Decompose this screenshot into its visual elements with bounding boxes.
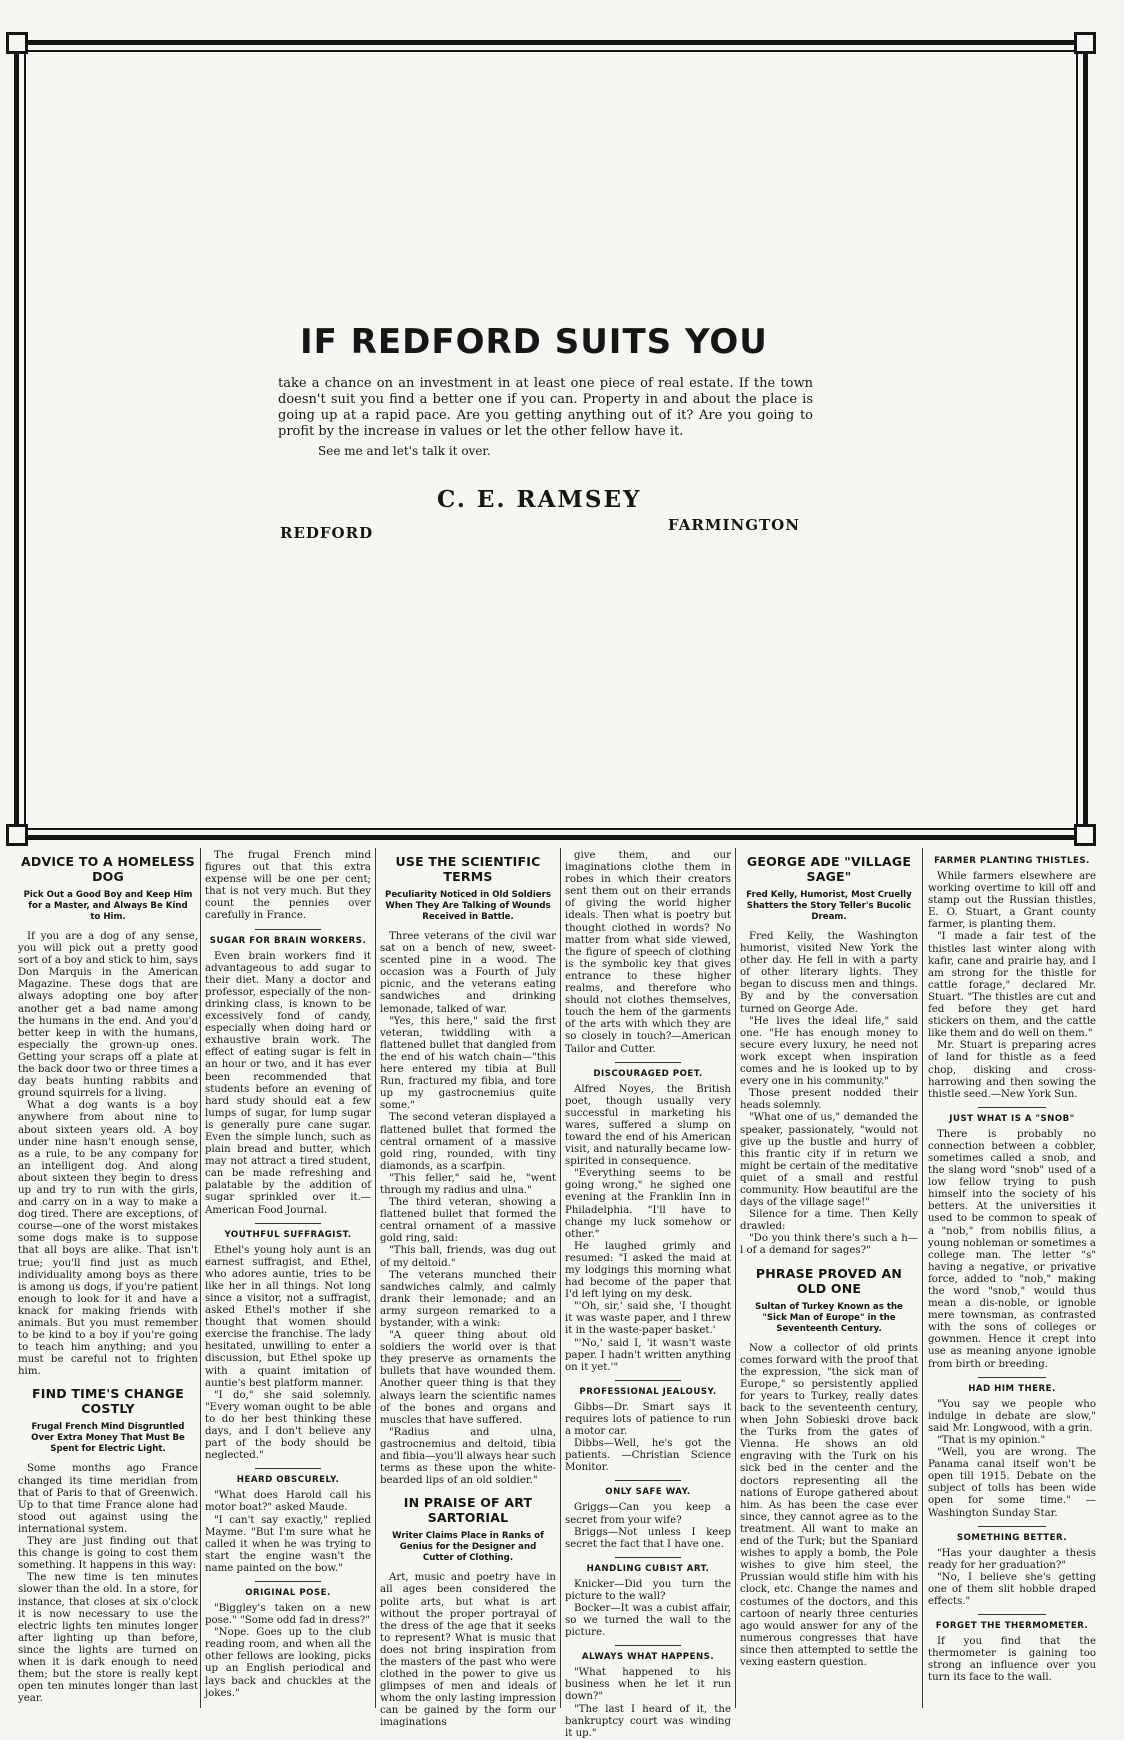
- article-subhead: Peculiarity Noticed in Old Soldiers When They Are Talking of Wounds Received in Battle.: [385, 890, 551, 922]
- article-headline: ALWAYS WHAT HAPPENS.: [581, 1652, 715, 1663]
- article-paragraph: The veterans munched their sandwiches calmly, and calmly drank their lemonade; and an army surgeon remarked to a bystander, with a wink:: [380, 1269, 556, 1329]
- article-headline: ORIGINAL POSE.: [245, 1587, 331, 1598]
- article-headline: DISCOURAGED POET.: [593, 1068, 703, 1079]
- column-6: [928, 850, 1096, 1705]
- article-paragraph: "I made a fair test of the thistles last winter along with kafir, cane and prairie hay, and I am strong for the thistle for cattle forage," declared Mr. Stuart. "The thistles are cut and fed before they get hard stickers on them, and the cattle like them and do well on them.": [928, 931, 1096, 1040]
- article-paragraph: Knicker—Did you turn the picture to the wall?: [565, 1578, 731, 1602]
- ad-location-right: FARMINGTON: [668, 516, 800, 534]
- corner-ornament: [6, 32, 28, 54]
- ad-headline: IF REDFORD SUITS YOU: [300, 322, 768, 362]
- divider: [615, 1557, 681, 1558]
- article-paragraph: Art, music and poetry have in all ages been considered the polite arts, but what is art without the proper portrayal of the dress of the age that it seeks to represent? What is music that does not bring inspiration from the masters of the past who were clothed in the power to give us glimpses of men and ideals of whom the only lasting impression can be gained by the form our imaginations: [380, 1572, 556, 1729]
- article-headline: JUST WHAT IS A "SNOB": [949, 1113, 1075, 1124]
- article-paragraph: "Biggley's taken on a new pose." "Some odd fad in dress?": [205, 1602, 371, 1627]
- article-paragraph: While farmers elsewhere are working overtime to kill off and stamp out the Russian thistles, E. O. Stuart, a Grant county farmer, is planting them.: [928, 871, 1096, 931]
- article-paragraph: "No, I believe she's getting one of them slit hobble draped effects.": [928, 1571, 1096, 1607]
- column-rule: [560, 848, 561, 1708]
- column-4: [565, 850, 731, 1739]
- article-paragraph: "Well, you are wrong. The Panama canal itself won't be open till 1915. Debate on the subject of tolls has been wide open for some time." —Washington Sunday Star.: [928, 1447, 1096, 1519]
- article-paragraph: "He lives the ideal life," said one. "He has enough money to secure every luxury, he need not work except when inspiration comes and he is looked up to by every one in his community.": [740, 1015, 918, 1088]
- corner-ornament: [1074, 824, 1096, 846]
- column-rule: [200, 848, 201, 1708]
- article-headline: PHRASE PROVED AN OLD ONE: [755, 1265, 903, 1296]
- article-paragraph: There is probably no connection between a cobbler, sometimes called a snob, and the slang word "snob" used of a low fellow trying to push himself into the society of his betters. At the universities it used to be common to speak of a "nob," from nobilis filius, a young nobleman or sometimes a college man. The letter "s" having a negative, or privative force, added to "nob," making the word "snob," would thus mean a dis-noble, or ignoble mere townsman, as contrasted with the sons of colleges or gownmen. Hence it crept into use as meaning anyone ignoble from birth or breeding.: [928, 1128, 1096, 1370]
- article-subhead: Fred Kelly, Humorist, Most Cruelly Shatters the Story Teller's Bucolic Dream.: [746, 890, 912, 922]
- article-paragraph: "Yes, this here," said the first veteran, twiddling with a flattened bullet that dangled from the end of his watch chain—"this here entered my tibia at Bull Run, fractured my fibia, and tore up my gastrocnemius quite some.": [380, 1015, 556, 1112]
- ad-call-to-action: See me and let's talk it over.: [318, 444, 491, 458]
- column-3: [380, 850, 556, 1729]
- article-headline: ADVICE TO A HOMELESS DOG: [21, 854, 195, 884]
- article-headline: FARMER PLANTING THISTLES.: [934, 856, 1090, 866]
- column-rule: [735, 848, 736, 1708]
- article-headline: HAD HIM THERE.: [968, 1383, 1056, 1394]
- article-paragraph: Briggs—Not unless I keep secret the fact that I have one.: [565, 1526, 731, 1550]
- article-paragraph: "I do," she said solemnly. "Every woman ought to be able to do her best thinking these days, and I don't believe any part of the body should be neglected.": [205, 1389, 371, 1462]
- column-2: [205, 850, 371, 1705]
- article-paragraph: Now a collector of old prints comes forward with the proof that the expression, "the sick man of Europe," so persistently applied for years to Turkey, really dates back to the seventeenth century, when John Sobieski drove back the Turks from the gates of Vienna. He shows an old engraving with the Turk on his sick bed in the center and the doctors representing all the nations of Europe gathered about him. As has been the case ever since, they cannot agree as to the treatment. All want to make an end of the Turk; but the Spaniard wishes to apply a bomb, the Pole wishes to give him steel, the Prussian would stifle him with his clock, etc. Change the names and costumes of the doctors, and this cartoon of nearly three centuries ago would answer for any of the numerous congresses that have since then attempted to settle the vexing eastern question.: [740, 1342, 918, 1668]
- article-paragraph: Bocker—It was a cubist affair, so we turned the wall to the picture.: [565, 1602, 731, 1639]
- article-paragraph: "'No,' said I, 'it wasn't waste paper. I hadn't written anything on it yet.'": [565, 1337, 731, 1373]
- divider: [255, 929, 321, 930]
- divider: [255, 1223, 321, 1224]
- article-paragraph: The second veteran displayed a flattened bullet that formed the central ornament of a massive gold ring, rounded, with tiny diamonds, as a scarfpin.: [380, 1112, 556, 1172]
- article-paragraph: "'Oh, sir,' said she, 'I thought it was waste paper, and I threw it in the waste-paper basket.': [565, 1301, 731, 1337]
- divider: [615, 1380, 681, 1381]
- article-paragraph: Dibbs—Well, he's got the patients. —Christian Science Monitor.: [565, 1438, 731, 1474]
- article-paragraph: They are just finding out that this change is going to cost them something. It happens in this way:: [18, 1536, 198, 1572]
- ad-body-text: take a chance on an investment in at least one piece of real estate. If the town doesn't suit you find a better one if you can. Property in and about the place is going up at a rapid pace. Are you getting anything out of it? Are you going to profit by the increase in values or let the other fellow have it.: [278, 376, 813, 439]
- corner-ornament: [6, 824, 28, 846]
- article-paragraph: If you are a dog of any sense, you will pick out a pretty good sort of a boy and stick to him, says Don Marquis in the American Magazine. These dogs that are always adopting one boy after another get a bad name among the humans in the end. And you'd better keep in with the humans, especially the grown-up ones. Getting your scraps off a plate at the back door two or three times a day beats hunting rabbits and ground squirrels for a living.: [18, 931, 198, 1100]
- article-paragraph: The new time is ten minutes slower than the old. In a store, for instance, that closes at six o'clock it is now necessary to use the electric lights ten minutes longer after lighting up than before, since the lights are turned on when it is dark enough to need them; but the store is really kept open ten minutes longer than last year.: [18, 1572, 198, 1705]
- article-paragraph: The third veteran, showing a flattened bullet that formed the central ornament of a massive gold ring, said:: [380, 1197, 556, 1245]
- article-paragraph: Alfred Noyes, the British poet, though usually very successful in marketing his wares, suffered a slump on toward the end of his American visit, and naturally became low-spirited in consequence.: [565, 1083, 731, 1168]
- article-subhead: Sultan of Turkey Known as the "Sick Man of Europe" in the Seventeenth Century.: [755, 1301, 903, 1334]
- article-paragraph: "What one of us," demanded the speaker, passionately, "would not give up the bustle and hurry of this frantic city if in return we might be certain of the meditative quiet of a small and restful community. How beautiful are the days of the village sage!": [740, 1112, 918, 1209]
- article-paragraph: "Nope. Goes up to the club reading room, and when all the other fellows are looking, picks up an English periodical and lays back and chuckles at the jokes.": [205, 1627, 371, 1699]
- article-paragraph: Even brain workers find it advantageous to add sugar to their diet. Many a doctor and professor, especially of the non-drinking class, is known to be excessively fond of candy, especially when doing hard or exhaustive brain work. The effect of eating sugar is felt in an hour or two, and it has ever been recommended that students before an evening of hard study should eat a few lumps of sugar, for lump sugar is generally pure cane sugar. Even the simple lunch, such as plain bread and butter, which may not attract a tired student, can be made refreshing and palatable by the addition of sugar sprinkled over it.—American Food Journal.: [205, 950, 371, 1216]
- article-subhead: Pick Out a Good Boy and Keep Him for a Master, and Always Be Kind to Him.: [23, 890, 193, 922]
- divider: [615, 1062, 681, 1063]
- article-paragraph: Mr. Stuart is preparing acres of land for thistle as a feed chop, disking and cross-harrowing and then sowing the thistle seed.—New York Sun.: [928, 1040, 1096, 1100]
- article-headline: FIND TIME'S CHANGE COSTLY: [32, 1386, 184, 1417]
- article-paragraph: "I can't say exactly," replied Mayme. "But I'm sure what he called it when he was trying to start the engine wasn't the name painted on the bow.": [205, 1514, 371, 1574]
- article-paragraph: Silence for a time. Then Kelly drawled:: [740, 1209, 918, 1233]
- article-paragraph: Gibbs—Dr. Smart says it requires lots of patience to run a motor car.: [565, 1401, 731, 1438]
- article-paragraph: Fred Kelly, the Washington humorist, visited New York the other day. He fell in with a party of other literary lights. They began to discuss men and things. By and by the conversation turned on George Ade.: [740, 931, 918, 1015]
- article-paragraph: "That is my opinion.": [937, 1434, 1046, 1446]
- article-paragraph: "A queer thing about old soldiers the world over is that they preserve as ornaments the bullets that have wounded them. Another queer thing is that they always learn the scientific names of the bones and organs and muscles that have suffered.: [380, 1330, 556, 1426]
- article-headline: USE THE SCIENTIFIC TERMS: [395, 854, 541, 884]
- divider: [615, 1645, 681, 1646]
- article-headline: HEARD OBSCURELY.: [236, 1475, 340, 1486]
- article-paragraph: He laughed grimly and resumed: "I asked the maid at my lodgings this morning what had become of the paper that I'd left lying on my desk.: [565, 1240, 731, 1301]
- divider: [255, 1468, 321, 1469]
- article-subhead: Frugal French Mind Disgruntled Over Extra Money That Must Be Spent for Electric Light.: [31, 1422, 185, 1455]
- article-paragraph: "This feller," said he, "went through my radius and ulna.": [380, 1172, 556, 1196]
- article-paragraph: "What does Harold call his motor boat?" asked Maude.: [205, 1490, 371, 1514]
- article-paragraph: "This ball, friends, was dug out of my deltoid.": [380, 1245, 556, 1269]
- divider: [978, 1107, 1045, 1108]
- article-paragraph: Three veterans of the civil war sat on a bench of new, sweet-scented pine in a wood. The occasion was a Fourth of July picnic, and the veterans eating sandwiches and drinking lemonade, talked of war.: [380, 931, 556, 1015]
- article-paragraph: "Everything seems to be going wrong," he sighed one evening at the Franklin Inn in Philadelphia. "I'll have to change my luck somehow or other.": [565, 1168, 731, 1240]
- corner-ornament: [1074, 32, 1096, 54]
- article-paragraph: "What happened to his business when he let it run down?": [565, 1667, 731, 1703]
- article-paragraph: Some months ago France changed its time meridian from that of Paris to that of Greenwich. Up to that time France alone had stood out against using the international system.: [18, 1463, 198, 1535]
- divider: [978, 1377, 1045, 1378]
- article-paragraph: Those present nodded their heads solemnly.: [740, 1088, 918, 1112]
- column-rule: [922, 848, 923, 1708]
- ad-location-left: REDFORD: [280, 524, 374, 542]
- article-paragraph: "Radius and ulna, gastrocnemius and deltoid, tibia and fibia—you'll always hear such terms as these upon the white-bearded lips of an old soldier.": [380, 1426, 556, 1487]
- article-headline: IN PRAISE OF ART SARTORIAL: [403, 1495, 533, 1526]
- divider: [255, 1581, 321, 1582]
- article-paragraph: What a dog wants is a boy anywhere from about nine to about sixteen years old. A boy under nine hasn't enough sense, as a rule, to be any company for an intelligent dog. And along about sixteen they begin to dress up and try to run with the girls, and carry on in a way to make a dog tired. There are exceptions, of course—one of the worst mistakes some dogs make is to suppose that all boys are alike. That isn't true; you'll find just as much individuality among boys as there is among us dogs, if you're patient enough to look for it and have a knack for making friends with animals. But you must remember to be kind to a boy if you're going to teach him anything; and you must be careful not to frighten him.: [18, 1100, 198, 1378]
- column-5: [740, 850, 918, 1705]
- article-headline: YOUTHFUL SUFFRAGIST.: [224, 1229, 352, 1240]
- article-subhead: Writer Claims Place in Ranks of Genius for the Designer and Cutter of Clothing.: [392, 1531, 544, 1564]
- article-headline: HANDLING CUBIST ART.: [586, 1563, 710, 1574]
- article-headline: PROFESSIONAL JEALOUSY.: [579, 1386, 717, 1397]
- article-paragraph: If you find that the thermometer is gaining too strong an influence over you turn its face to the wall.: [928, 1636, 1096, 1684]
- ad-border-inner: [24, 50, 1078, 830]
- article-paragraph: "You say we people who indulge in debate are slow," said Mr. Longwood, with a grin.: [928, 1398, 1096, 1434]
- article-paragraph: "The last I heard of it, the bankruptcy court was winding it up.": [565, 1703, 731, 1739]
- article-paragraph: Griggs—Can you keep a secret from your wife?: [565, 1502, 731, 1526]
- article-paragraph: "Has your daughter a thesis ready for her graduation?": [928, 1547, 1096, 1571]
- article-paragraph: "Do you think there's such a h—l of a demand for sages?": [740, 1233, 918, 1257]
- article-paragraph: Ethel's young holy aunt is an earnest suffragist, and Ethel, who adores auntie, tries to be like her in all things. Not long since a visitor, not a suffragist, asked Ethel's mother if she thought that women should exercise the franchise. The lady hesitated, unwilling to enter a discussion, but Ethel spoke up with a quaint imitation of auntie's best platform manner.: [205, 1244, 371, 1389]
- article-headline: ONLY SAFE WAY.: [605, 1487, 691, 1498]
- article-headline: SUGAR FOR BRAIN WORKERS.: [209, 935, 367, 946]
- article-paragraph: The frugal French mind figures out that this extra expense will be one per cent; that is not very much. But they count the pennies over carefully in France.: [205, 850, 371, 922]
- article-headline: SOMETHING BETTER.: [956, 1532, 1068, 1543]
- ad-advertiser-name: C. E. RAMSEY: [437, 486, 642, 513]
- divider: [978, 1526, 1045, 1527]
- article-paragraph: give them, and our imaginations clothe them in robes in which their creators sent them out on their errands of giving the world higher ideals. Then what is poetry but thought clothed in words? No matter from what side viewed, the figure of speech of clothing is the symbolic key that gives entrance to these higher realms, and therefore who should not clothes themselves, touch the hem of the garments of the arts with which they are so closely in touch?—American Tailor and Cutter.: [565, 850, 731, 1055]
- column-rule: [375, 848, 376, 1708]
- divider: [978, 1614, 1045, 1615]
- article-headline: FORGET THE THERMOMETER.: [935, 1621, 1089, 1632]
- article-headline: GEORGE ADE "VILLAGE SAGE": [746, 854, 912, 884]
- divider: [615, 1480, 681, 1481]
- column-1: [18, 850, 198, 1705]
